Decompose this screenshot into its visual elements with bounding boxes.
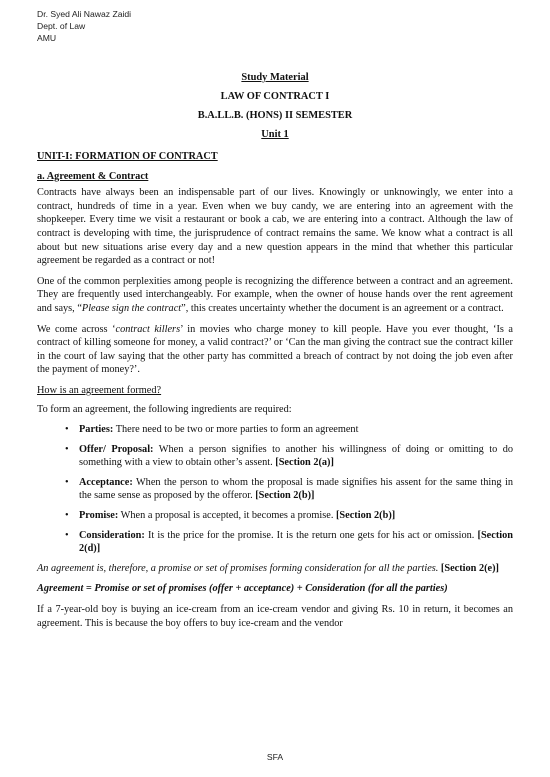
quoted-text: Please sign the contract [81, 302, 182, 314]
description: When the person to whom the proposal is made signifies his assent for the same thing in the same sense as proposed by the offeror. [79, 476, 513, 502]
text: We come across ‘ [37, 323, 116, 335]
footer-initials: SFA [266, 752, 284, 762]
title-block [37, 71, 513, 147]
bullet-icon: • [65, 510, 69, 522]
author-header [37, 8, 131, 44]
section-heading: a. Agreement & Contract [37, 170, 149, 182]
description: When a person signifies to another his willingness of doing or omitting to do something with a view to obtain other’s assent. [79, 443, 513, 469]
agreement-definition [37, 562, 513, 576]
term: Parties: [79, 424, 114, 436]
program-title: B.A.LL.B. (HONS) II SEMESTER [197, 110, 353, 121]
term: Promise: [79, 510, 119, 522]
section-ref: [Section 2(d)] [79, 529, 513, 555]
ingredients-intro: To form an agreement, the following ingredients are required: [37, 403, 292, 415]
section-ref: [Section 2(b)] [335, 510, 396, 522]
list-item [65, 529, 513, 556]
paragraph-intro: Contracts have always been an indispensable part of our lives. Knowingly or unknowingly, we enter into a contract, hundreds of time in a year. Even when we buy candy, we are entering into an agreement with the shopkeeper. Every time we visit a restaurant or book a cab, we are entering into a contract. Although the law of contract is developing with time, the jurisprudence of contract remains the same. We know what a contract is all about but new situations arise every day and a new question appears in the mind that whether this particular agreement be regarded as a contract or not! [37, 187, 513, 267]
list-item [65, 423, 513, 437]
author-dept: Dept. of Law [37, 21, 86, 31]
section-ref: [Section 2(e)] [438, 562, 499, 574]
description: It is the price for the promise. It is the return one gets for his act or omission. [144, 529, 478, 541]
text: One of the common perplexities among people is recognizing the difference between a contract and an agreement. They are frequently used interchangeably. For example, when the owner of house hands over the rent agreement and says, “ [37, 275, 513, 314]
section-ref: [Section 2(b)] [255, 490, 315, 502]
paragraph-contract-killers [37, 323, 513, 377]
unit-title: Unit 1 [261, 129, 289, 140]
list-item [65, 476, 513, 503]
term: Acceptance: [79, 476, 133, 488]
author-name: Dr. Syed Ali Nawaz Zaidi [37, 9, 132, 19]
paragraph-perplexity [37, 275, 513, 316]
text: ”, this creates uncertainty whether the document is an agreement or a contract. [181, 302, 504, 314]
bullet-icon: • [65, 476, 69, 488]
term: Consideration: [79, 529, 145, 541]
bullet-icon: • [65, 529, 69, 541]
description: When a proposal is accepted, it becomes a promise. [118, 510, 336, 522]
question-heading: How is an agreement formed? [37, 384, 162, 396]
italic-term: contract killers [115, 323, 181, 335]
section-ref: [Section 2(a)] [275, 457, 334, 469]
paragraph-example: If a 7-year-old boy is buying an ice-cream from an ice-cream vendor and giving Rs. 10 in return, it becomes an agreement. This is because the boy offers to buy ice-cream and the vendor [37, 604, 513, 629]
term: Offer/ Proposal: [79, 443, 154, 455]
course-title: LAW OF CONTRACT I [220, 91, 330, 102]
document-body [37, 150, 513, 637]
study-material-title: Study Material [241, 72, 309, 83]
agreement-formula: Agreement = Promise or set of promises (offer + acceptance) + Consideration (for all the parties) [37, 583, 448, 595]
ingredients-list [37, 423, 513, 556]
description: There need to be two or more parties to form an agreement [113, 424, 359, 436]
author-university: AMU [37, 33, 57, 43]
list-item [65, 443, 513, 470]
unit-heading: UNIT-I: FORMATION OF CONTRACT [37, 151, 218, 162]
definition-text: An agreement is, therefore, a promise or set of promises forming consideration for all the parties. [37, 562, 439, 574]
bullet-icon: • [65, 424, 69, 436]
bullet-icon: • [65, 443, 69, 455]
text: ’ in movies who charge money to kill people. Have you ever thought, ‘Is a contract of killing someone for money, a valid contract?’ or ‘Can the man giving the contract sue the contract killer in the court of law saying that the other party has committed a breach of contract by not doing the job even after the payment of money?’. [37, 323, 513, 376]
list-item [65, 509, 513, 523]
